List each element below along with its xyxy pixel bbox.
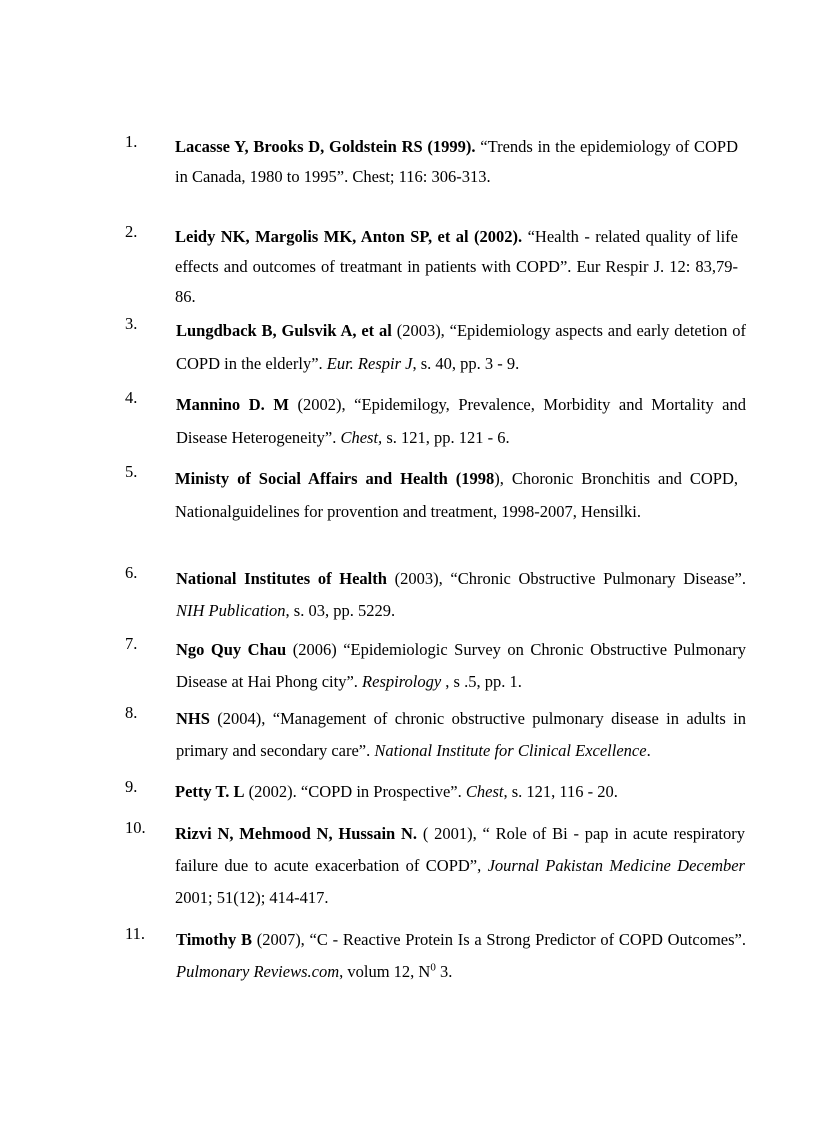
reference-authors: Lungdback B, Gulsvik A, et al (176, 321, 392, 340)
reference-authors: National Institutes of Health (176, 569, 387, 588)
reference-text (175, 818, 745, 914)
reference-authors: Lacasse Y, Brooks D, Goldstein RS (1999). (175, 137, 476, 156)
reference-title: (2002), “Epidemilogy, Prevalence, Morbidity and Mortality and Disease Heterogeneity”. (176, 395, 746, 447)
reference-number: 7. (125, 634, 138, 653)
reference-title: (2004), “Management of chronic obstructive pulmonary disease in adults in primary and secondary care”. (176, 709, 746, 760)
reference-number: 11. (125, 924, 146, 943)
reference-superscript: 0 (430, 961, 436, 974)
reference-journal: Chest (465, 782, 504, 801)
reference-text (176, 563, 746, 627)
reference-title: “Trends in the epidemiology of COPD in Canada, 1980 to 1995”. Chest; 116: 306-313. (175, 137, 738, 186)
reference-title: (2003), “Epidemiology aspects and early detetion of COPD in the elderly”. (176, 321, 746, 373)
reference-number: 2. (125, 222, 138, 241)
reference-details: , s. 121, 116 - 20. (503, 782, 618, 801)
reference-text (175, 777, 745, 807)
reference-journal: Eur. Respir J (326, 354, 413, 373)
reference-text (176, 314, 746, 380)
reference-number: 5. (125, 462, 138, 481)
reference-number: 3. (125, 314, 138, 333)
reference-journal: Respirology (362, 672, 442, 691)
reference-journal: Pulmonary Reviews.com (176, 962, 340, 981)
reference-number: 6. (125, 563, 138, 582)
reference-title: (2007), “C - Reactive Protein Is a Strong Predictor of COPD Outcomes”. (251, 930, 746, 949)
reference-number: 1. (125, 132, 138, 151)
reference-authors: Ministy of Social Affairs and Health (1998 (175, 469, 495, 488)
reference-title: (2006) “Epidemiologic Survey on Chronic Obstructive Pulmonary Disease at Hai Phong city”. (176, 640, 746, 691)
reference-authors: Timothy B (176, 930, 252, 949)
reference-authors: Leidy NK, Margolis MK, Anton SP, et al (2002). (175, 227, 523, 246)
reference-details: , s. 40, pp. 3 - 9. (412, 354, 520, 373)
reference-journal: Chest, (340, 428, 383, 447)
reference-authors: NHS (176, 709, 210, 728)
reference-number: 4. (125, 388, 138, 407)
reference-text (175, 462, 738, 528)
reference-text (175, 222, 738, 312)
reference-journal: NIH Publication (176, 601, 286, 620)
reference-text (176, 634, 746, 698)
reference-journal: National Institute for Clinical Excellence (374, 741, 647, 760)
reference-text (176, 924, 746, 988)
reference-details: , s .5, pp. 1. (441, 672, 522, 691)
reference-title: (2003), “Chronic Obstructive Pulmonary Disease”. (386, 569, 746, 588)
reference-title: ( 2001), “ Role of Bi - pap in acute respiratory failure due to acute exacerbation of COPD”, (175, 824, 745, 875)
reference-text (176, 388, 746, 454)
reference-details: 2001; 51(12); 414-417. (175, 888, 329, 907)
reference-number: 8. (125, 703, 138, 722)
reference-details: s. 121, pp. 121 - 6. (382, 428, 510, 447)
reference-authors: Petty T. L (175, 782, 245, 801)
reference-title: “Health - related quality of life effects and outcomes of treatmant in patients with COPD”. Eur Respir J. 12: 83,79-86. (175, 227, 738, 306)
reference-journal: Journal Pakistan Medicine December (487, 856, 745, 875)
reference-details: , s. 03, pp. 5229. (285, 601, 396, 620)
reference-title: (2002). “COPD in Prospective”. (244, 782, 466, 801)
reference-text (165, 132, 738, 192)
reference-details-end: 3. (435, 962, 453, 981)
reference-text (176, 703, 746, 767)
reference-title: ), Choronic Bronchitis and COPD, Nationalguidelines for provention and treatment, 1998-2007, Hensilki. (175, 469, 738, 521)
reference-details: . (646, 741, 651, 760)
reference-details: , volum 12, N (339, 962, 431, 981)
reference-authors: Rizvi N, Mehmood N, Hussain N. (175, 824, 418, 843)
reference-authors: Ngo Quy Chau (176, 640, 287, 659)
reference-authors: Mannino D. M (176, 395, 289, 414)
reference-number: 10. (125, 818, 146, 837)
reference-number: 9. (125, 777, 138, 796)
